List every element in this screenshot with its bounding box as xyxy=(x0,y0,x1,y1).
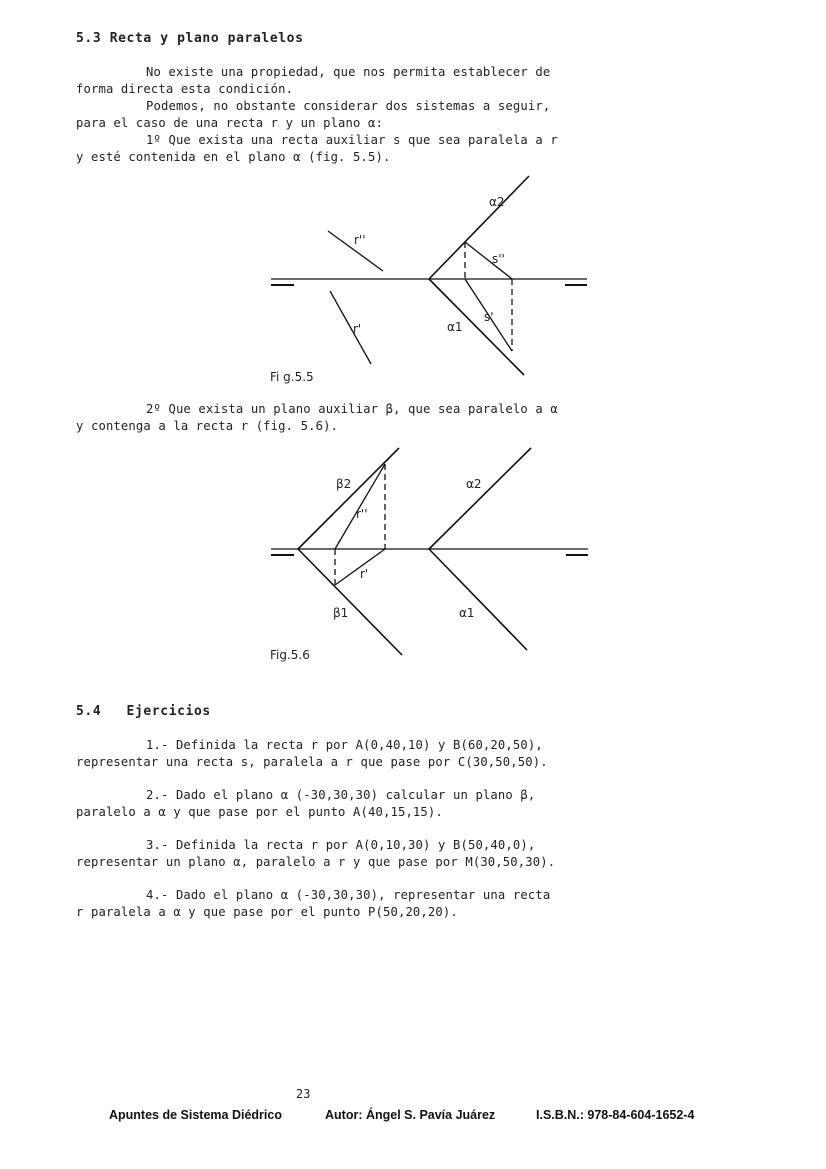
footer-isbn: I.S.B.N.: 978-84-604-1652-4 xyxy=(536,1108,695,1122)
label-alpha1: α1 xyxy=(447,320,463,334)
exercise-2-line-1: 2.- Dado el plano α (-30,30,30) calcular un plano β, xyxy=(146,788,536,802)
section-53-title: 5.3 Recta y plano paralelos xyxy=(76,31,304,46)
alpha2-trace xyxy=(429,176,529,279)
exercise-2-line-2: paralelo a α y que pase por el punto A(40,15,15). xyxy=(76,805,443,819)
paragraph-3-line-2: y esté contenida en el plano α (fig. 5.5). xyxy=(76,150,391,164)
page-number: 23 xyxy=(296,1087,311,1101)
alpha1-trace xyxy=(429,279,524,375)
exercise-3-line-1: 3.- Definida la recta r por A(0,10,30) y B(50,40,0), xyxy=(146,838,536,852)
paragraph-2-line-2: para el caso de una recta r y un plano α: xyxy=(76,116,383,130)
figure-5-6 xyxy=(0,430,826,680)
footer-author: Autor: Ángel S. Pavía Juárez xyxy=(325,1108,496,1122)
footer-title: Apuntes de Sistema Diédrico xyxy=(109,1108,282,1122)
r-horizontal-projection xyxy=(330,291,371,364)
label-r-double-prime: r'' xyxy=(356,507,368,521)
figure-5-5-caption: Fi g.5.5 xyxy=(270,370,314,384)
alpha1-trace xyxy=(429,549,527,650)
figure-5-6-caption: Fig.5.6 xyxy=(270,648,310,662)
exercise-1-line-2: representar una recta s, paralela a r que pase por C(30,50,50). xyxy=(76,755,548,769)
exercise-1-line-1: 1.- Definida la recta r por A(0,40,10) y B(60,20,50), xyxy=(146,738,543,752)
label-alpha2: α2 xyxy=(466,477,482,491)
s-vertical-projection xyxy=(465,242,512,279)
exercise-4-line-1: 4.- Dado el plano α (-30,30,30), representar una recta xyxy=(146,888,551,902)
label-s-double-prime: s'' xyxy=(492,252,505,266)
beta1-trace xyxy=(298,549,402,655)
alpha2-trace xyxy=(429,448,531,549)
label-r-prime: r' xyxy=(360,567,369,581)
paragraph-3-line-1: 1º Que exista una recta auxiliar s que sea paralela a r xyxy=(146,133,558,147)
paragraph-2-line-1: Podemos, no obstante considerar dos sistemas a seguir, xyxy=(146,99,551,113)
figure-5-5 xyxy=(0,0,826,400)
paragraph-4-line-1: 2º Que exista un plano auxiliar β, que sea paralelo a α xyxy=(146,402,558,416)
exercise-4-line-2: r paralela a α y que pase por el punto P(50,20,20). xyxy=(76,905,458,919)
beta2-trace xyxy=(298,448,399,549)
paragraph-1-line-1: No existe una propiedad, que nos permita establecer de xyxy=(146,65,551,79)
paragraph-4-line-2: y contenga a la recta r (fig. 5.6). xyxy=(76,419,339,433)
label-beta2: β2 xyxy=(336,477,352,491)
label-r-double-prime: r'' xyxy=(354,233,366,247)
label-s-prime: s' xyxy=(484,310,494,324)
section-54-title: 5.4 Ejercicios xyxy=(76,704,211,719)
label-beta1: β1 xyxy=(333,606,349,620)
exercise-3-line-2: representar un plano α, paralelo a r y que pase por M(30,50,30). xyxy=(76,855,556,869)
paragraph-1-line-2: forma directa esta condición. xyxy=(76,82,294,96)
label-alpha2: α2 xyxy=(489,195,505,209)
label-alpha1: α1 xyxy=(459,606,475,620)
label-r-prime: r' xyxy=(353,322,362,336)
